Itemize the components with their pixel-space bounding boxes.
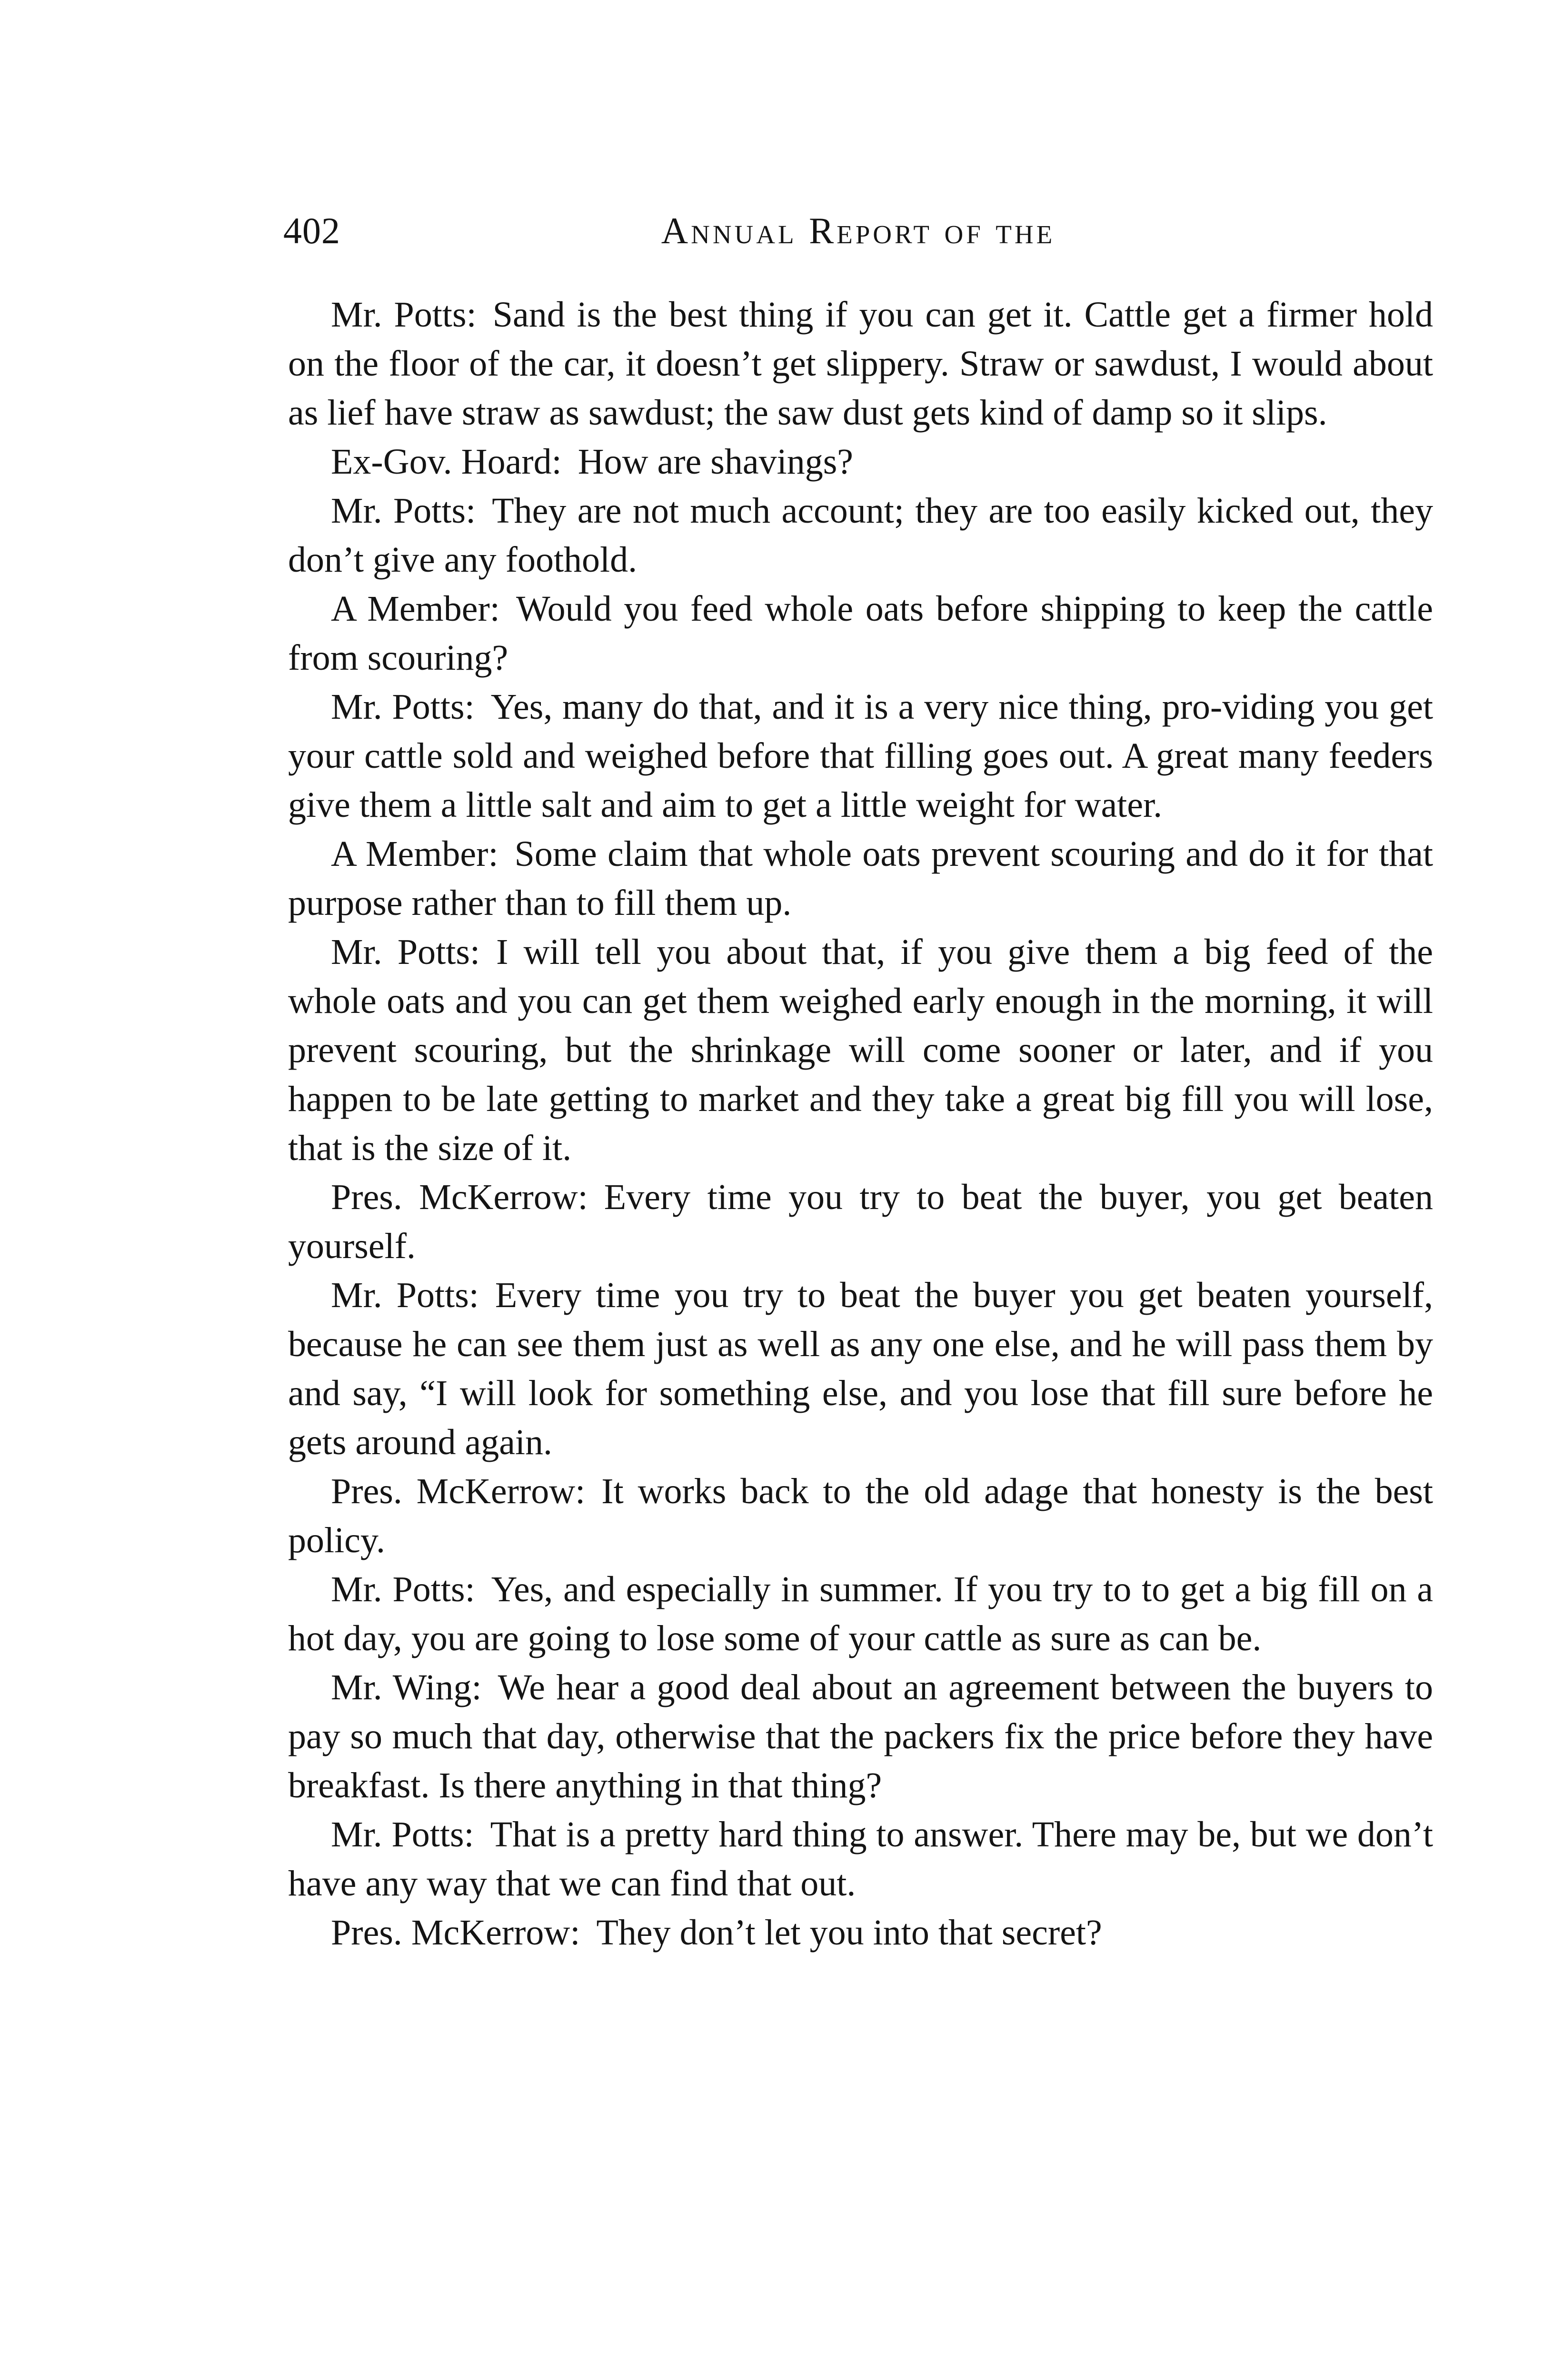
paragraph-text: Yes, and especially in summer. If you try to to get a big fill on a hot day, you are going to lose some of your cattle as sure as can be. xyxy=(288,1569,1433,1658)
paragraph-text: How are shavings? xyxy=(578,442,854,482)
speaker-label: Mr. Potts: xyxy=(331,1815,474,1854)
paragraph xyxy=(288,830,1433,928)
page-header xyxy=(283,209,1433,262)
paragraph xyxy=(288,1810,1433,1908)
paragraph xyxy=(288,683,1433,830)
running-head: Annual Report of the xyxy=(661,210,1056,251)
speaker-label: Pres. McKerrow: xyxy=(331,1177,588,1217)
page-number: 402 xyxy=(283,210,340,251)
paragraph-text: Sand is the best thing if you can get it. Cattle get a firmer hold on the floor of the car, it doesn’t get slippery. Straw or sawdust, I would about as lief have straw as sawdust; the saw dust gets kind of damp so it slips. xyxy=(288,295,1433,433)
paragraph xyxy=(288,486,1433,585)
paragraph-text: Every time you try to beat the buyer, you get beaten yourself. xyxy=(288,1177,1434,1266)
paragraph-text: Would you feed whole oats before shipping to keep the cattle from scouring? xyxy=(288,589,1433,678)
paragraph-text: Every time you try to beat the buyer you get beaten yourself, because he can see them just as well as any one else, and he will pass them by and say, “I will look for something else, and you lose that fill sure before he gets around again. xyxy=(288,1275,1433,1462)
speaker-label: Mr. Wing: xyxy=(331,1667,482,1707)
paragraph xyxy=(288,437,1433,486)
paragraph-text: It works back to the old adage that honesty is the best policy. xyxy=(288,1471,1433,1560)
paragraph xyxy=(288,1565,1433,1663)
paragraph xyxy=(288,1173,1433,1271)
speaker-label: Mr. Potts: xyxy=(331,932,480,972)
speaker-label: Mr. Potts: xyxy=(331,1275,479,1315)
paragraph-text: They don’t let you into that secret? xyxy=(596,1913,1102,1953)
paragraph-text: Yes, many do that, and it is a very nice thing, pro-viding you get your cattle sold and weighed before that filling goes out. A great many feeders give them a little salt and aim to get a little weight for water. xyxy=(288,687,1433,825)
speaker-label: Mr. Potts: xyxy=(331,295,477,335)
speaker-label: Mr. Potts: xyxy=(331,491,476,531)
speaker-label: Pres. McKerrow: xyxy=(331,1471,586,1511)
speaker-label: A Member: xyxy=(331,834,498,874)
speaker-label: A Member: xyxy=(331,589,500,629)
paragraph xyxy=(288,1271,1433,1467)
paragraph xyxy=(288,1663,1433,1810)
speaker-label: Ex-Gov. Hoard: xyxy=(331,442,562,482)
speaker-label: Mr. Potts: xyxy=(331,1569,475,1609)
paragraph-text: I will tell you about that, if you give them a big feed of the whole oats and you can get them weighed early enough in the morning, it will prevent scouring, but the shrinkage will come sooner or later, and if you happen to be late getting to market and they take a great big fill you will lose, that is the size of it. xyxy=(288,932,1433,1168)
paragraph xyxy=(288,928,1433,1173)
paragraph xyxy=(288,585,1433,683)
body-text xyxy=(288,290,1433,1957)
paragraph-text: We hear a good deal about an agreement between the buyers to pay so much that day, otherwise that the packers fix the price before they have breakfast. Is there anything in that thing? xyxy=(288,1667,1433,1805)
paragraph-text: That is a pretty hard thing to answer. There may be, but we don’t have any way that we can find that out. xyxy=(288,1815,1433,1904)
paragraph xyxy=(288,290,1433,437)
paragraph-text: They are not much account; they are too easily kicked out, they don’t give any foothold. xyxy=(288,491,1433,580)
speaker-label: Mr. Potts: xyxy=(331,687,475,727)
speaker-label: Pres. McKerrow: xyxy=(331,1913,580,1953)
paragraph-text: Some claim that whole oats prevent scouring and do it for that purpose rather than to fill them up. xyxy=(288,834,1433,923)
paragraph xyxy=(288,1467,1433,1565)
paragraph xyxy=(288,1908,1433,1957)
